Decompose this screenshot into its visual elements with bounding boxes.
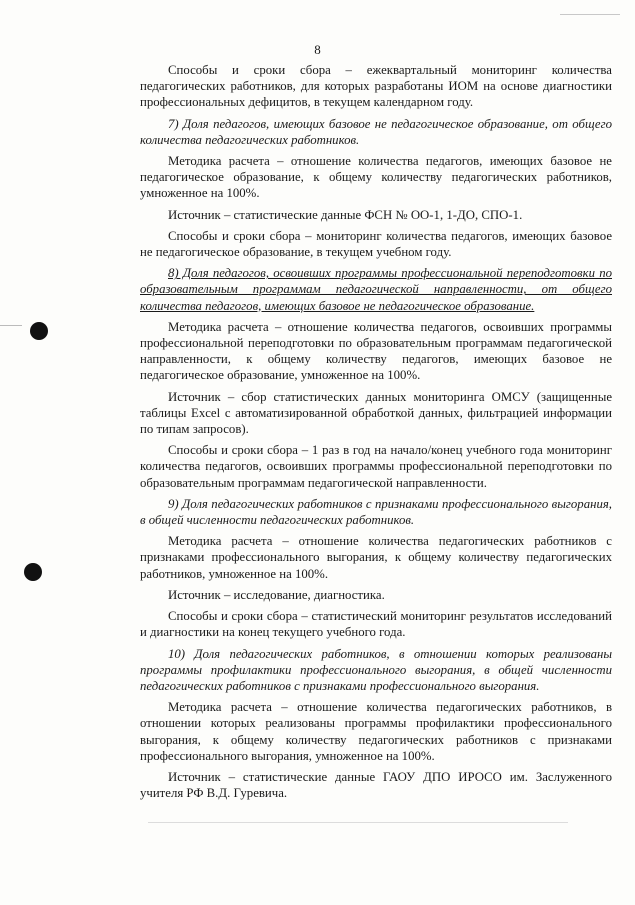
scan-mark-left [0,325,22,326]
paragraph: Способы и сроки сбора – ежеквартальный мониторинг количества педагогических работников, для которых разработаны ИОМ на основе диагностики профессиональных дефицитов, в текущем календарном году. [140,63,612,110]
paragraph: Способы и сроки сбора – 1 раз в год на начало/конец учебного года мониторинг количества педагогов, освоивших программы профессиональной переподготовки по образовательным программам педагогической направленности. [140,443,612,490]
document-body [140,62,612,806]
scan-mark-top [560,14,620,15]
paragraph: Источник – статистические данные ФСН № ОО-1, 1-ДО, СПО-1. [168,207,523,222]
indicator-heading: 10) Доля педагогических работников, в отношении которых реализованы программы профилактики профессионального выгорания, в общей численности педагогических работников с признаками профессионального выгорания. [140,646,612,693]
indicator-heading: 9) Доля педагогических работников с признаками профессионального выгорания, в общей численности педагогических работников. [140,496,612,528]
punch-hole-upper [30,322,48,340]
paragraph: Источник – сбор статистических данных мониторинга ОМСУ (защищенные таблицы Excel с автоматизированной обработкой данных, фильтрацией информации по типам запросов). [140,389,612,437]
indicator-heading: 8) Доля педагогов, освоивших программы профессиональной переподготовки по образовательным программам педагогической направленности, от общего количества педагогов, имеющих базовое не педагогическое образование. [140,266,612,313]
paragraph: Способы и сроки сбора – мониторинг количества педагогов, имеющих базовое не педагогическое образование, в текущем учебном году. [140,228,612,260]
paragraph: Методика расчета – отношение количества педагогов, имеющих базовое не педагогическое образование, к общему количеству педагогических работников, умноженное на 100%. [140,154,612,201]
paragraph: Способы и сроки сбора – статистический мониторинг результатов исследований и диагностики на конец текущего учебного года. [140,609,612,640]
paragraph: Методика расчета – отношение количества педагогических работников с признаками профессионального выгорания, к общему количеству педагогических работников, умноженное на 100%. [140,534,612,581]
scan-mark-bottom [148,822,568,823]
page-number: 8 [314,42,321,57]
paragraph: Источник – статистические данные ГАОУ ДПО ИРОСО им. Заслуженного учителя РФ В.Д. Гуревича. [140,769,612,801]
paragraph: Источник – исследование, диагностика. [168,587,385,602]
paragraph: Методика расчета – отношение количества педагогов, освоивших программы профессиональной переподготовки по образовательным программам педагогической направленности, к общему количеству педагогов, имеющих базовое не педагогическое образование, умноженное на 100%. [140,319,612,383]
punch-hole-lower [24,563,42,581]
indicator-heading: 7) Доля педагогов, имеющих базовое не педагогическое образование, от общего количества педагогических работников. [140,116,612,147]
paragraph: Методика расчета – отношение количества педагогических работников, в отношении которых реализованы программы профилактики профессионального выгорания, к общему количеству педагогических работников с признаками профессионального выгорания, умноженное на 100%. [140,700,612,763]
